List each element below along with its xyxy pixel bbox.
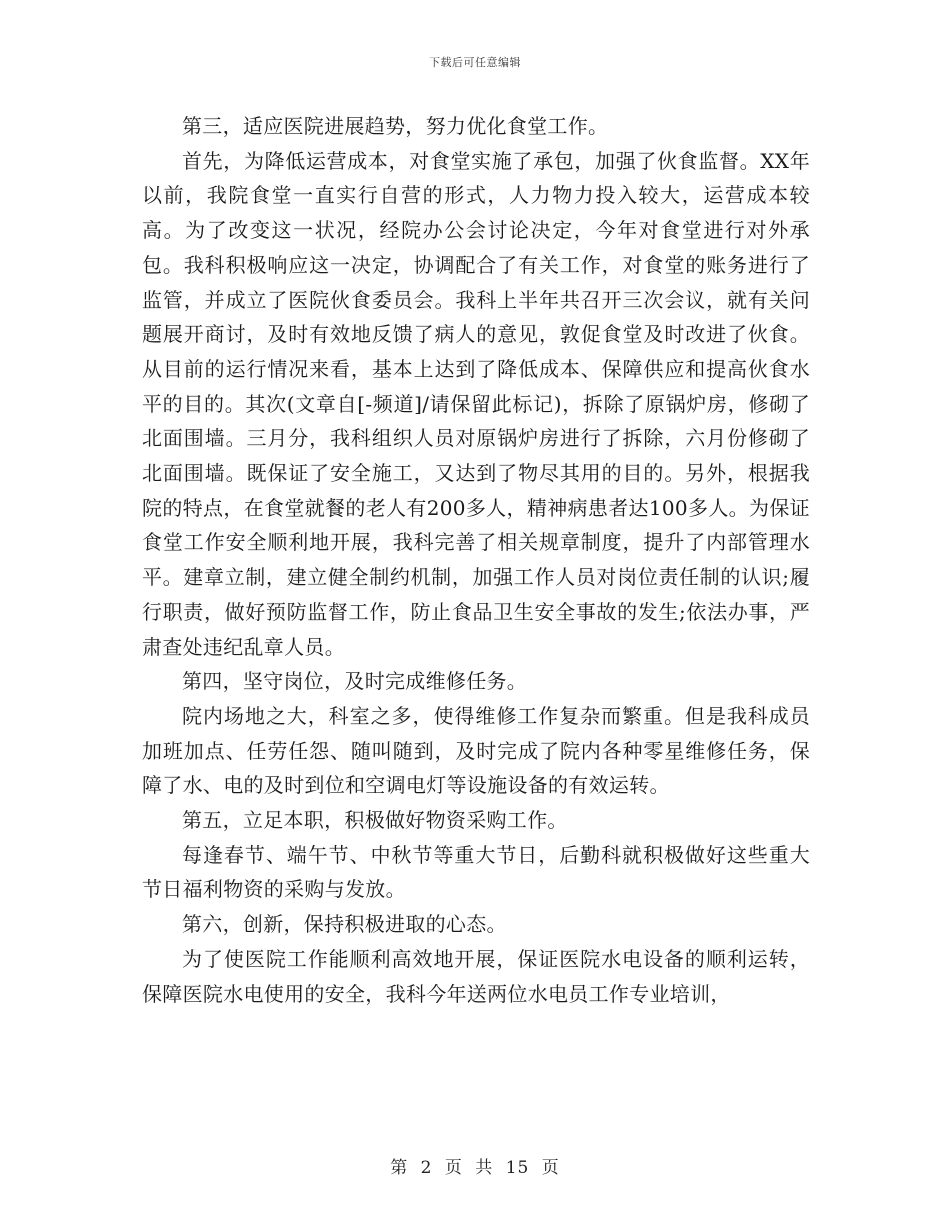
document-body (142, 109, 810, 1011)
paragraph-section-four-heading: 第四，坚守岗位，及时完成维修任务。 (182, 669, 528, 694)
paragraph-section-three-heading: 第三，适应医院进展趋势，努力优化食堂工作。 (182, 114, 609, 138)
paragraph-section-six-heading: 第六，创新，保持积极进取的心态。 (182, 912, 507, 937)
paragraph-innovation-details: 为了使医院工作能顺利高效地开展，保证医院水电设备的顺利运转，保障医院水电使用的安全，我科今年送两位水电员工作专业培训， (142, 946, 810, 1006)
paragraph-procurement-details: 每逢春节、端午节、中秋节等重大节日，后勤科就积极做好这些重大节日福利物资的采购与发放。 (142, 842, 810, 902)
paragraph-section-five-heading: 第五，立足本职，积极做好物资采购工作。 (182, 808, 568, 833)
page-header-note: 下载后可任意编辑 (429, 56, 521, 69)
page-number: 第 2 页 共 15 页 (390, 1158, 560, 1178)
paragraph-canteen-details: 首先，为降低运营成本，对食堂实施了承包，加强了伙食监督。XX年以前，我院食堂一直实行自营的形式，人力物力投入较大，运营成本较高。为了改变这一状况，经院办公会讨论决定，今年对食堂进行对外承包。我科积极响应这一决定，协调配合了有关工作，对食堂的账务进行了监管，并成立了医院伙食委员会。我科上半年共召开三次会议，就有关问题展开商讨，及时有效地反馈了病人的意见，敦促食堂及时改进了伙食。从目前的运行情况来看，基本上达到了降低成本、保障供应和提高伙食水平的目的。其次(文章自[-频道]/请保留此标记)，拆除了原锅炉房，修砌了北面围墙。三月分，我科组织人员对原锅炉房进行了拆除，六月份修砌了北面围墙。既保证了安全施工，又达到了物尽其用的目的。另外，根据我院的特点，在食堂就餐的老人有200多人，精神病患者达100多人。为保证食堂工作安全顺利地开展，我科完善了相关规章制度，提升了内部管理水平。建章立制，建立健全制约机制，加强工作人员对岗位责任制的认识;履行职责，做好预防监督工作，防止食品卫生安全事故的发生;依法办事，严肃查处违纪乱章人员。 (142, 148, 810, 659)
paragraph-maintenance-details: 院内场地之大，科室之多，使得维修工作复杂而繁重。但是我科成员加班加点、任劳任怨、随叫随到，及时完成了院内各种零星维修任务，保障了水、电的及时到位和空调电灯等设施设备的有效运转。 (142, 703, 810, 798)
